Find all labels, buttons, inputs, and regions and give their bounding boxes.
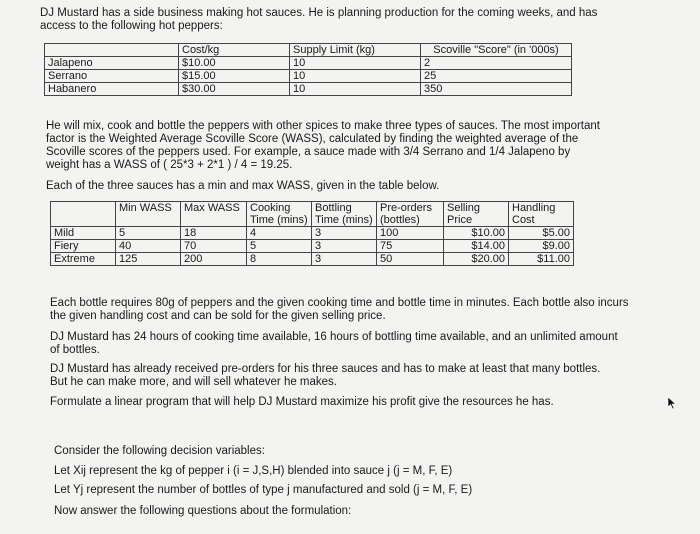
hours-paragraph: DJ Mustard has 24 hours of cooking time available, 16 hours of bottling time available, and an unlimited amount of bottles. <box>50 331 618 356</box>
sauce-handling-cost: $5.00 <box>509 227 574 240</box>
pepper-scoville: 350 <box>421 83 572 96</box>
pepper-scoville: 25 <box>421 70 572 83</box>
bottle-paragraph: Each bottle requires 80g of peppers and the given cooking time and bottle time in minutes. Each bottle also incurs the given handling cost and can be sold for the given selling price. <box>50 297 629 322</box>
sauce-max-wass: 70 <box>181 240 247 253</box>
peppers-table <box>44 43 572 96</box>
peppers-header-row <box>45 44 572 57</box>
pepper-name: Habanero <box>45 83 179 96</box>
sauce-header-bottling-time: Bottling Time (mins) <box>312 202 377 227</box>
sauce-header-preorders: Pre-orders (bottles) <box>377 202 444 227</box>
sauce-header-blank <box>51 202 116 227</box>
peppers-header-supply: Supply Limit (kg) <box>290 44 421 57</box>
table-row <box>51 253 574 266</box>
sauce-cooking-time: 5 <box>247 240 312 253</box>
peppers-header-scoville: Scoville "Score" (in '000s) <box>421 44 572 57</box>
sauce-selling-price: $20.00 <box>444 253 509 266</box>
intro-paragraph: DJ Mustard has a side business making hot sauces. He is planning production for the coming weeks, and has access to the following hot peppers: <box>40 7 598 32</box>
sauce-handling-cost: $11.00 <box>509 253 574 266</box>
sauce-table <box>50 201 574 266</box>
pepper-supply: 10 <box>290 70 421 83</box>
sauce-preorders: 75 <box>377 240 444 253</box>
xij-definition: Let Xij represent the kg of pepper i (i = J,S,H) blended into sauce j (j = M, F, E) <box>54 465 453 477</box>
pepper-cost: $30.00 <box>179 83 290 96</box>
sauce-bottling-time: 3 <box>312 253 377 266</box>
table-row <box>51 240 574 253</box>
sauce-name: Fiery <box>51 240 116 253</box>
table-row <box>51 227 574 240</box>
sauce-header-max-wass: Max WASS <box>181 202 247 227</box>
decision-intro: Consider the following decision variables: <box>54 445 265 457</box>
sauce-selling-price: $10.00 <box>444 227 509 240</box>
sauce-name: Mild <box>51 227 116 240</box>
pepper-cost: $10.00 <box>179 57 290 70</box>
sauce-selling-price: $14.00 <box>444 240 509 253</box>
table-row <box>45 57 572 70</box>
sauce-max-wass: 18 <box>181 227 247 240</box>
sauce-preorders: 100 <box>377 227 444 240</box>
sauce-cooking-time: 4 <box>247 227 312 240</box>
preorder-paragraph: DJ Mustard has already received pre-orders for his three sauces and has to make at least that many bottles. But he can make more, and will sell whatever he makes. <box>50 363 601 388</box>
sauce-preorders: 50 <box>377 253 444 266</box>
sauce-bottling-time: 3 <box>312 227 377 240</box>
sauce-name: Extreme <box>51 253 116 266</box>
sauce-bottling-time: 3 <box>312 240 377 253</box>
pepper-scoville: 2 <box>421 57 572 70</box>
sauce-min-wass: 125 <box>116 253 181 266</box>
pepper-cost: $15.00 <box>179 70 290 83</box>
final-sentence: Now answer the following questions about the formulation: <box>54 505 352 517</box>
sauce-header-handling-cost: Handling Cost <box>509 202 574 227</box>
table-row <box>45 70 572 83</box>
sauce-cooking-time: 8 <box>247 253 312 266</box>
wass-paragraph: He will mix, cook and bottle the peppers with other spices to make three types of sauces. The most important factor is the Weighted Average Scoville Score (WASS), calculated by finding the weighted average of the Scoville scores of the peppers used. For example, a sauce made with 3/4 Serrano and 1/4 Jalapeno by weight has a WASS of ( 25*3 + 2*1 ) / 4 = 19.25. <box>46 120 600 171</box>
sauce-max-wass: 200 <box>181 253 247 266</box>
peppers-header-cost: Cost/kg <box>179 44 290 57</box>
sauce-min-wass: 5 <box>116 227 181 240</box>
minmax-sentence: Each of the three sauces has a min and max WASS, given in the table below. <box>46 180 440 192</box>
pepper-supply: 10 <box>290 57 421 70</box>
peppers-header-blank <box>45 44 179 57</box>
pepper-name: Serrano <box>45 70 179 83</box>
sauce-min-wass: 40 <box>116 240 181 253</box>
yj-definition: Let Yj represent the number of bottles of type j manufactured and sold (j = M, F, E) <box>54 484 473 496</box>
sauce-header-min-wass: Min WASS <box>116 202 181 227</box>
formulate-sentence: Formulate a linear program that will help DJ Mustard maximize his profit give the resources he has. <box>50 396 554 408</box>
sauce-header-row <box>51 202 574 227</box>
pepper-supply: 10 <box>290 83 421 96</box>
sauce-handling-cost: $9.00 <box>509 240 574 253</box>
sauce-header-selling-price: Selling Price <box>444 202 509 227</box>
sauce-header-cooking-time: Cooking Time (mins) <box>247 202 312 227</box>
pepper-name: Jalapeno <box>45 57 179 70</box>
table-row <box>45 83 572 96</box>
